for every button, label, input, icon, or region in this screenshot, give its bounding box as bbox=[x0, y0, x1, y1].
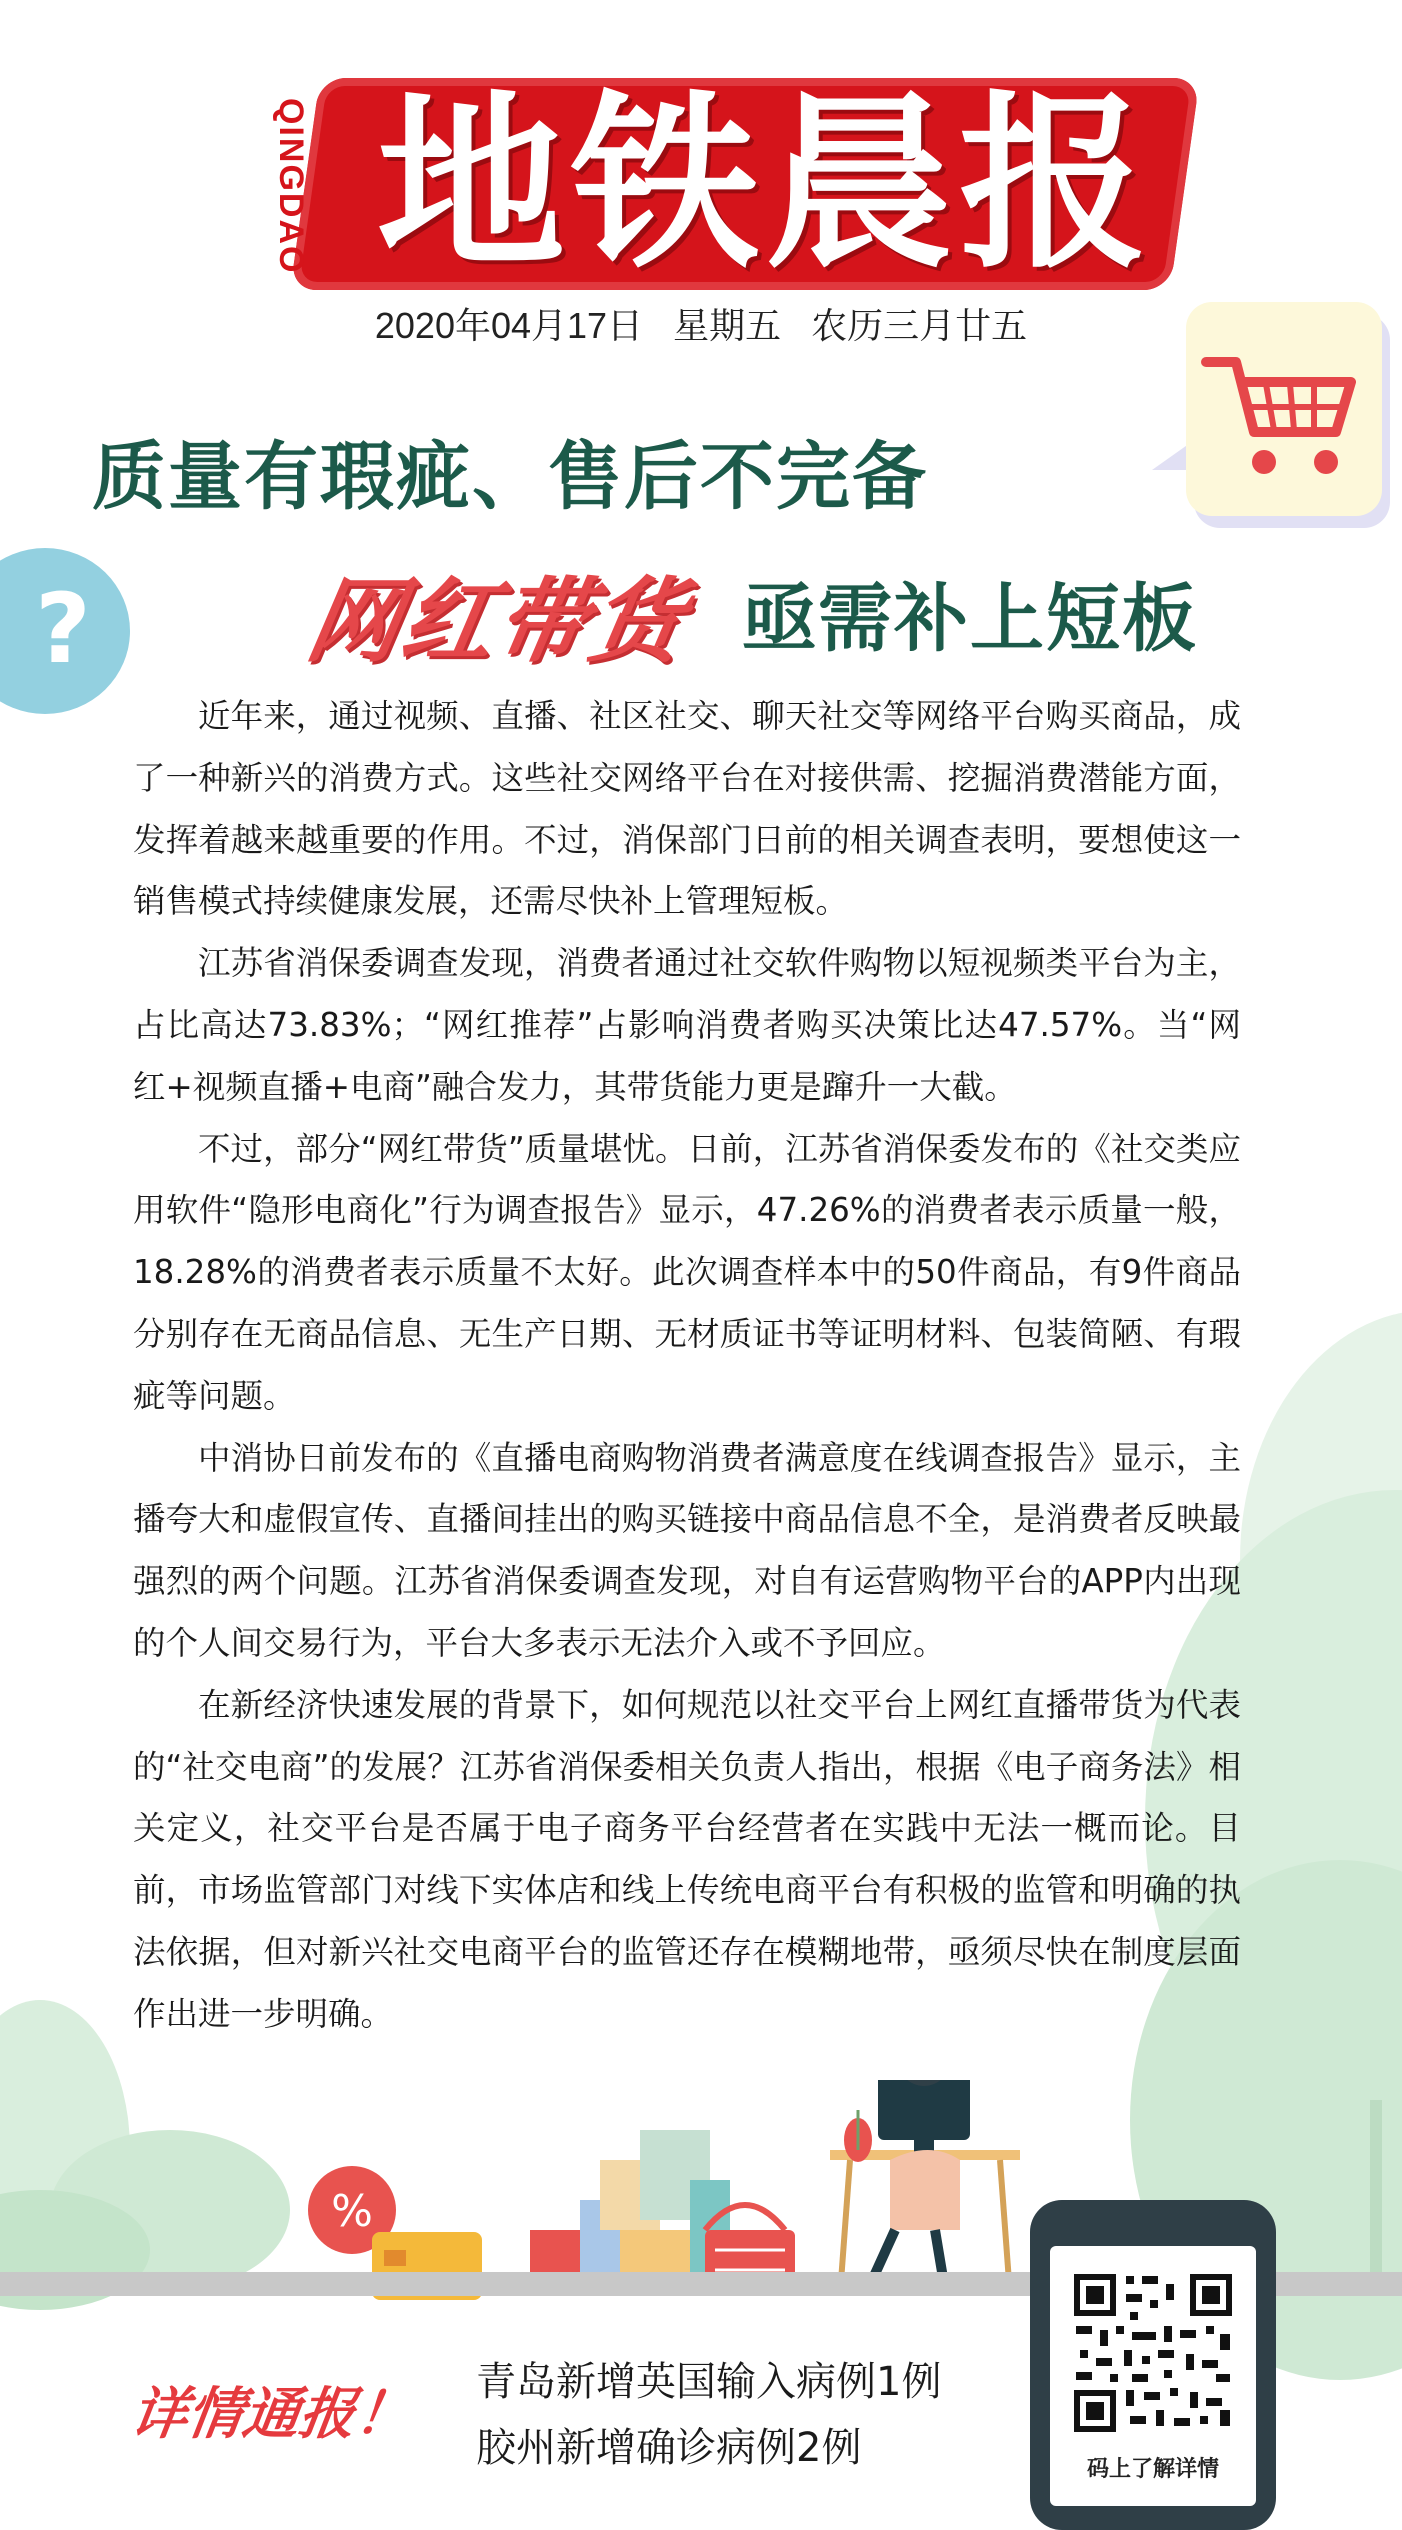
paragraph: 在新经济快速发展的背景下，如何规范以社交平台上网红直播带货为代表的“社交电商”的发展？江苏省消保委相关负责人指出，根据《电子商务法》相关定义，社交平台是否属于电子商务平台经营者在实践中无法一概而论。目前，市场监管部门对线下实体店和线上传统电商平台有积极的监管和明确的执法依据，但对新兴社交电商平台的监管还存在模糊地带，亟须尽快在制度层面作出进一步明确。 bbox=[133, 1685, 1241, 2033]
logo-side-text: QINGDAO bbox=[272, 97, 310, 275]
weekday: 星期五 bbox=[673, 305, 782, 346]
cart-card bbox=[1186, 302, 1382, 516]
qr-caption: 码上了解详情 bbox=[1086, 2457, 1219, 2482]
headline-highlight: 网红带货 bbox=[299, 568, 695, 675]
issue-date: 2020年04月17日 bbox=[374, 305, 644, 346]
qr-code-icon[interactable] bbox=[1070, 2270, 1236, 2436]
question-mark-icon: ? bbox=[35, 573, 91, 685]
headline-line-2: 亟需补上短板 bbox=[742, 576, 1198, 662]
headline-line-1: 质量有瑕疵、售后不完备 bbox=[92, 434, 928, 520]
paragraph: 江苏省消保委调查发现，消费者通过社交软件购物以短视频类平台为主，占比高达73.83%；“网红推荐”占影响消费者购买决策比达47.57%。当“网红+视频直播+电商”融合发力，其带货能力更是蹿升一大截。 bbox=[133, 944, 1241, 1106]
news-item[interactable]: 青岛新增英国输入病例1例 bbox=[476, 2359, 942, 2405]
paragraph: 不过，部分“网红带货”质量堪忧。日前，江苏省消保委发布的《社交类应用软件“隐形电商化”行为调查报告》显示，47.26%的消费者表示质量一般，18.28%的消费者表示质量不太好。此次调查样本中的50件商品，有9件商品分别存在无商品信息、无生产日期、无材质证书等证明材料、包装简陋、有瑕疵等问题。 bbox=[133, 1129, 1241, 1415]
shopping-cart-icon bbox=[1186, 302, 1382, 516]
news-item[interactable]: 胶州新增确诊病例2例 bbox=[476, 2425, 862, 2471]
lunar-date: 农历三月廿五 bbox=[811, 305, 1028, 346]
detail-label: 详情通报！ bbox=[126, 2382, 416, 2447]
paragraph: 近年来，通过视频、直播、社区社交、聊天社交等网络平台购买商品，成了一种新兴的消费方式。这些社交网络平台在对接供需、挖掘消费潜能方面，发挥着越来越重要的作用。不过，消保部门日前的相关调查表明，要想使这一销售模式持续健康发展，还需尽快补上管理短板。 bbox=[133, 697, 1241, 921]
article-body bbox=[133, 686, 1241, 2046]
newspaper-logo: 地铁晨报 bbox=[377, 75, 1153, 294]
svg-text:%: % bbox=[331, 2186, 373, 2237]
paragraph: 中消协日前发布的《直播电商购物消费者满意度在线调查报告》显示，主播夸大和虚假宣传、直播间挂出的购买链接中商品信息不全，是消费者反映最强烈的两个问题。江苏省消保委调查发现，对自有运营购物平台的APP内出现的个人间交易行为，平台大多表示无法介入或不予回应。 bbox=[133, 1438, 1241, 1662]
